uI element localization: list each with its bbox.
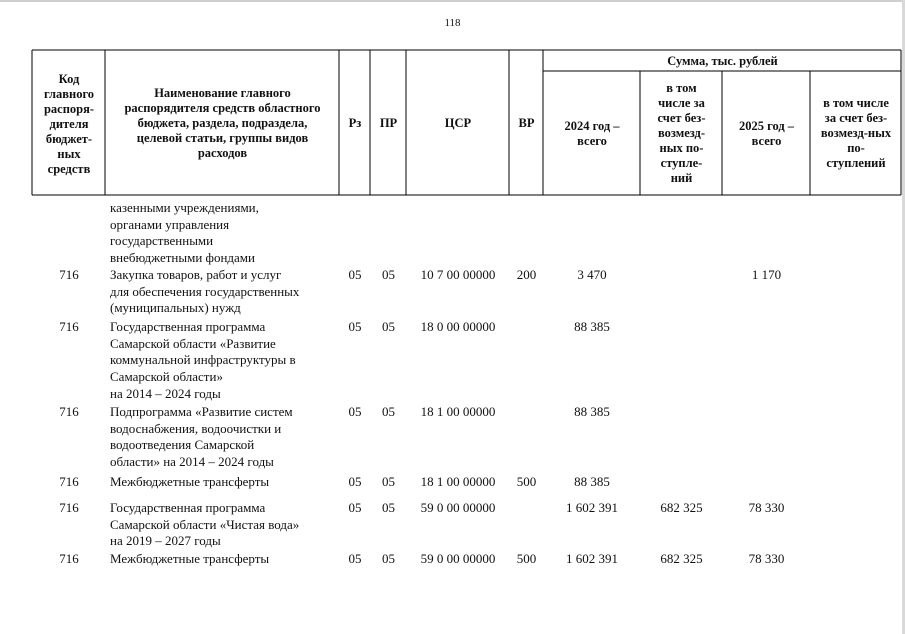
row-0-name: казенными учреждениями, органами управления государственными внебюджетными фондами: [110, 200, 259, 266]
row-6-csr: 59 0 00 00000: [420, 551, 496, 566]
header-2024-grants: в том числе за счет без-возмезд-ных по-ступле-ний: [657, 81, 706, 185]
scan-top-edge: [0, 0, 905, 2]
header-pr: ПР: [379, 115, 398, 130]
row-5-y2025: 78 330: [748, 500, 785, 515]
row-3-code: 716: [59, 404, 79, 419]
row-4-csr: 18 1 00 00000: [420, 474, 496, 489]
row-6-code: 716: [59, 551, 79, 566]
header-csr: ЦСР: [444, 115, 472, 130]
row-2-code: 716: [59, 319, 79, 334]
row-3-pr: 05: [382, 404, 395, 419]
row-3-y2024: 88 385: [574, 404, 610, 419]
row-5-y2024: 1 602 391: [566, 500, 618, 515]
row-1-vr: 200: [516, 267, 537, 282]
row-1-code: 716: [59, 267, 79, 282]
row-6-y2024-grants: 682 325: [660, 551, 703, 566]
row-1-y2024: 3 470: [577, 267, 607, 282]
header-vr: ВР: [518, 115, 535, 130]
row-4-y2024: 88 385: [574, 474, 610, 489]
header-code: Код главного распоря-дителя бюджет-ных средств: [43, 71, 95, 176]
row-1-name: Закупка товаров, работ и услуг для обеспечения государственных (муниципальных) нужд: [110, 267, 300, 316]
row-4-pr: 05: [382, 474, 395, 489]
row-1-y2025: 1 170: [751, 267, 782, 282]
row-4-vr: 500: [516, 474, 537, 489]
row-3-csr: 18 1 00 00000: [420, 404, 496, 419]
row-6-rz: 05: [348, 551, 362, 566]
header-2024-total: 2024 год – всего: [564, 118, 620, 148]
row-5-rz: 05: [348, 500, 362, 515]
row-4-code: 716: [59, 474, 79, 489]
row-2-rz: 05: [348, 319, 362, 334]
row-6-vr: 500: [516, 551, 537, 566]
row-6-name: Межбюджетные трансферты: [110, 551, 270, 566]
header-sum-group: Сумма, тыс. рублей: [667, 53, 778, 68]
row-6-pr: 05: [382, 551, 395, 566]
row-1-pr: 05: [382, 267, 395, 282]
row-5-code: 716: [59, 500, 79, 515]
header-rz: Рз: [348, 115, 362, 130]
row-5-pr: 05: [382, 500, 395, 515]
row-2-y2024: 88 385: [574, 319, 610, 334]
row-2-csr: 18 0 00 00000: [420, 319, 496, 334]
row-6-y2025: 78 330: [748, 551, 785, 566]
row-3-rz: 05: [348, 404, 362, 419]
row-5-name: Государственная программа Самарской области «Чистая вода» на 2019 – 2027 годы: [110, 500, 300, 549]
row-2-name: Государственная программа Самарской области «Развитие коммунальной инфраструктуры в Самарской области» на 2014 – 2024 годы: [110, 319, 296, 401]
row-5-csr: 59 0 00 00000: [420, 500, 496, 515]
row-4-name: Межбюджетные трансферты: [110, 474, 270, 489]
header-2025-grants: в том числе за счет без-возмезд-ных по-ступлений: [820, 96, 892, 170]
row-2-pr: 05: [382, 319, 395, 334]
row-4-rz: 05: [348, 474, 362, 489]
page-number: 118: [444, 17, 461, 29]
row-3-name: Подпрограмма «Развитие систем водоснабжения, водоочистки и водоотведения Самарской области» на 2014 – 2024 годы: [110, 404, 293, 470]
row-1-csr: 10 7 00 00000: [420, 267, 496, 282]
row-1-rz: 05: [348, 267, 362, 282]
row-6-y2024: 1 602 391: [566, 551, 618, 566]
header-name: Наименование главного распорядителя средств областного бюджета, раздела, подраздела, целевой статьи, группы видов расходов: [124, 85, 321, 160]
header-2025-total: 2025 год – всего: [738, 118, 795, 148]
row-5-y2024-grants: 682 325: [660, 500, 703, 515]
